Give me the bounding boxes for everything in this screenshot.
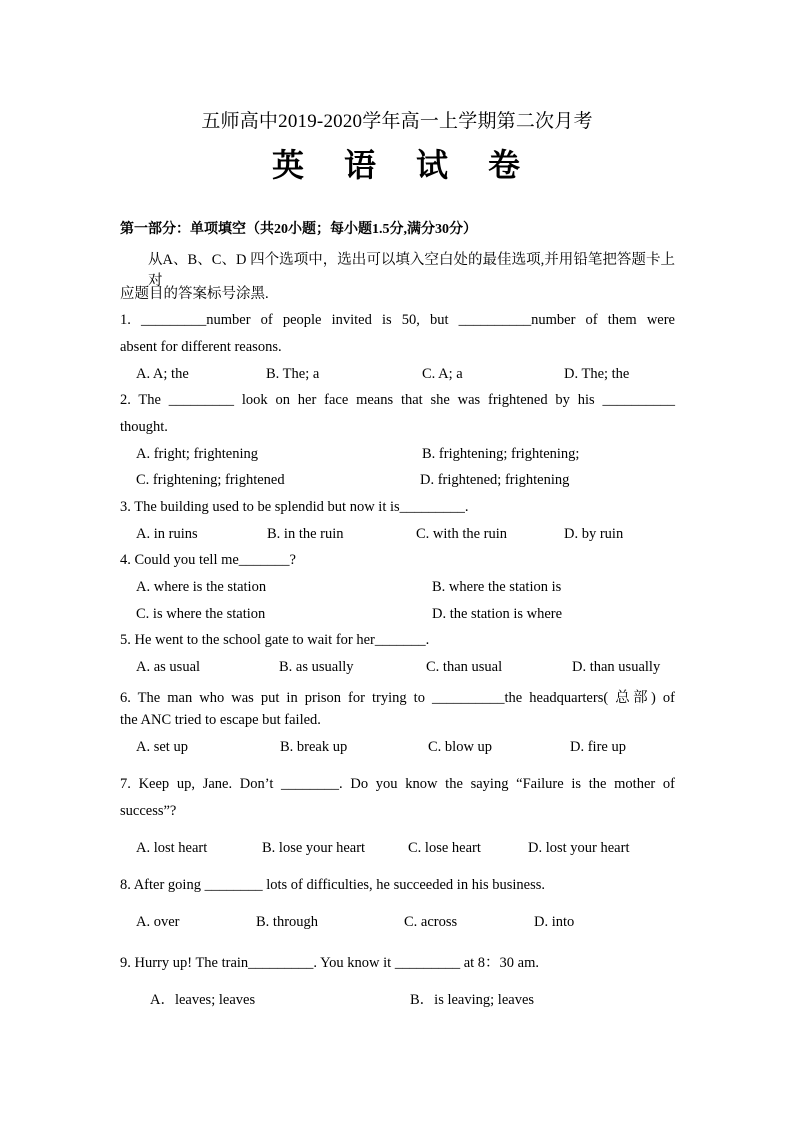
question-8-option-b: B. through bbox=[256, 914, 319, 930]
question-6-option-b: B. break up bbox=[280, 739, 348, 755]
question-3-option-d: D. by ruin bbox=[564, 526, 624, 542]
question-4-option-a: A. where is the station bbox=[136, 579, 267, 595]
question-5-option-a: A. as usual bbox=[136, 659, 201, 675]
question-8-option-d: D. into bbox=[534, 914, 575, 930]
question-6-stem-cont: the ANC tried to escape but failed. bbox=[120, 712, 321, 728]
question-2-option-a: A. fright; frightening bbox=[136, 446, 259, 462]
question-7-option-a: A. lost heart bbox=[136, 840, 208, 856]
section-instruction-cont: 应题目的答案标号涂黑. bbox=[120, 286, 269, 302]
section-heading: 第一部分：单项填空（共20小题；每小题1.5分,满分30分） bbox=[120, 222, 477, 237]
question-5-option-b: B. as usually bbox=[279, 659, 354, 675]
question-7-stem-cont: success”? bbox=[120, 803, 177, 819]
question-8-option-c: C. across bbox=[404, 914, 458, 930]
question-4-option-c: C. is where the station bbox=[136, 606, 266, 622]
question-2-option-b: B. frightening; frightening; bbox=[422, 446, 580, 462]
question-2-stem: 2. The _________ look on her face means that she was frightened by his __________ bbox=[120, 392, 675, 408]
question-5-option-c: C. than usual bbox=[426, 659, 503, 675]
question-7-option-c: C. lose heart bbox=[408, 840, 481, 856]
question-1-stem: 1. _________number of people invited is 50, but __________number of them were bbox=[120, 312, 675, 328]
question-2-option-c: C. frightening; frightened bbox=[136, 472, 285, 488]
exam-title: 五师高中2019-2020学年高一上学期第二次月考 bbox=[201, 111, 593, 132]
question-9-option-b: B．is leaving; leaves bbox=[410, 992, 535, 1008]
question-3-stem: 3. The building used to be splendid but now it is_________. bbox=[120, 499, 469, 515]
question-3-option-c: C. with the ruin bbox=[416, 526, 508, 542]
question-2-stem-cont: thought. bbox=[120, 419, 168, 435]
question-9-stem: 9. Hurry up! The train_________. You know it _________ at 8：30 am. bbox=[120, 955, 539, 971]
question-2-option-d: D. frightened; frightening bbox=[420, 472, 570, 488]
question-1-option-b: B. The; a bbox=[266, 366, 320, 382]
question-8-option-a: A. over bbox=[136, 914, 180, 930]
question-1-option-d: D. The; the bbox=[564, 366, 630, 382]
question-6-option-d: D. fire up bbox=[570, 739, 626, 755]
question-7-option-d: D. lost your heart bbox=[528, 840, 630, 856]
question-3-option-a: A. in ruins bbox=[136, 526, 198, 542]
section-instruction: 从A、B、C、D 四个选项中，选出可以填入空白处的最佳选项,并用铅笔把答题卡上对 bbox=[148, 252, 675, 289]
question-3-option-b: B. in the ruin bbox=[267, 526, 344, 542]
question-1-stem-cont: absent for different reasons. bbox=[120, 339, 282, 355]
question-9-option-a: A．leaves; leaves bbox=[150, 992, 256, 1008]
question-1-option-c: C. A; a bbox=[422, 366, 463, 382]
question-8-stem: 8. After going ________ lots of difficulties, he succeeded in his business. bbox=[120, 877, 546, 893]
question-6-stem: 6. The man who was put in prison for trying to __________the headquarters( 总部) of bbox=[120, 690, 675, 706]
question-1-option-a: A. A; the bbox=[136, 366, 189, 382]
question-4-stem: 4. Could you tell me_______? bbox=[120, 552, 296, 568]
exam-subject-title: 英 语 试 卷 bbox=[271, 147, 536, 183]
question-7-stem: 7. Keep up, Jane. Don’t ________. Do you know the saying “Failure is the mother of bbox=[120, 776, 675, 792]
question-6-option-a: A. set up bbox=[136, 739, 188, 755]
question-5-option-d: D. than usually bbox=[572, 659, 661, 675]
question-4-option-b: B. where the station is bbox=[432, 579, 562, 595]
question-5-stem: 5. He went to the school gate to wait for her_______. bbox=[120, 632, 430, 648]
question-4-option-d: D. the station is where bbox=[432, 606, 563, 622]
question-6-option-c: C. blow up bbox=[428, 739, 493, 755]
question-7-option-b: B. lose your heart bbox=[262, 840, 366, 856]
